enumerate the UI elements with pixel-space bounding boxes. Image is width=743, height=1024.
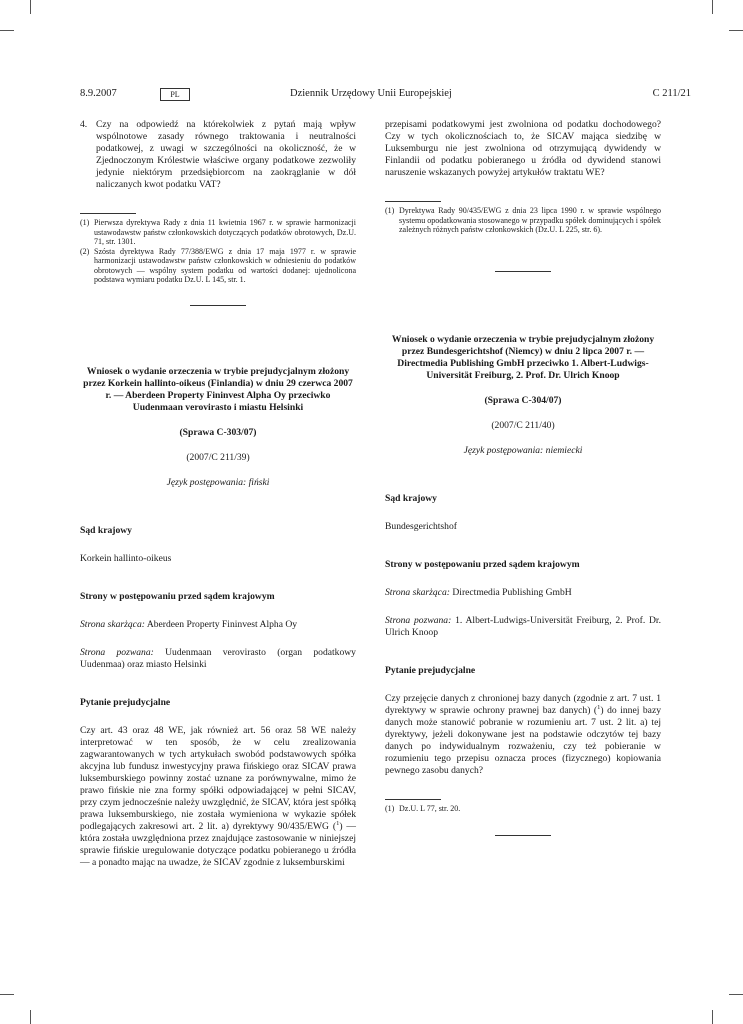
applicant — [385, 587, 661, 599]
footnote-text: Szósta dyrektywa Rady 77/388/EWG z dnia 17 maja 1977 r. w sprawie harmonizacji ustawodawstw państw członkowskich w odniesieniu do podatków obrotowych — wspólny system podatku od wartości dodanej: ujednolicona podstawa wymiaru podatku Dz.U. L 145, str. 1. — [94, 246, 356, 284]
case-number: (Sprawa C-303/07) — [179, 426, 257, 438]
case-reference: (2007/C 211/39) — [186, 451, 250, 463]
question-text: Czy na odpowiedź na którekolwiek z pytań mają wpływ wspólnotowe zasady równego traktowania i neutralności podatkowej, z uwagi w szczególności na okoliczność, że w Zjednoczonym Królestwie właściwe organy podatkowe zezwoliły jedynie niektórym przedsiębiorcom na zaokrąglanie w dół naliczanych kwot podatku VAT? — [96, 119, 356, 190]
crop-mark — [712, 1010, 713, 1024]
defendant — [80, 647, 356, 671]
question-number: 4. — [80, 119, 88, 130]
footnote-ref: 1 — [597, 703, 601, 711]
crop-mark — [30, 0, 31, 14]
footnote — [385, 804, 661, 814]
referring-court: Bundesgerichtshof — [385, 520, 457, 532]
defendant-name: Uudenmaan verovirasto (organ podatkowy Uudenmaa) oraz miasto Helsinki — [80, 646, 356, 670]
defendant — [385, 615, 661, 639]
procedure-language: Język postępowania: niemiecki — [463, 444, 583, 456]
footnote-text: Pierwsza dyrektywa Rady z dnia 11 kwietnia 1967 r. w sprawie harmonizacji ustawodawstw państw członkowskich dotyczących podatków obrotowych, Dz.U. 71, str. 1301. — [94, 218, 356, 246]
section-heading: Pytanie prejudycjalne — [80, 696, 171, 708]
question-continuation: przepisami podatkowymi jest zwolniona od podatku dochodowego? Czy w tych okolicznościach to, że SICAV mająca siedzibę w Luksemburgu nie jest zwolniona od otrzymującą dywidendy w Finlandii od podatku pobieranego u źródła od dywidend stanowi naruszenie wskazanych powyżej artykułów traktatu WE? — [385, 119, 661, 178]
question-4 — [80, 119, 356, 191]
footnote — [385, 206, 661, 235]
section-heading: Sąd krajowy — [385, 492, 437, 504]
footnote-text: Dz.U. L 77, str. 20. — [399, 803, 461, 813]
crop-mark — [30, 1010, 31, 1024]
left-column — [80, 119, 356, 869]
crop-mark — [0, 994, 14, 995]
case-title: Wniosek o wydanie orzeczenia w trybie prejudycjalnym złożony przez Korkein hallinto-oikeus (Finlandia) w dniu 29 czerwca 2007 r. — Aberdeen Property Fininvest Alpha Oy przeciwko Uudenmaan verovirasto i miastu Helsinki — [83, 365, 353, 413]
footnote — [80, 218, 356, 247]
case-title: Wniosek o wydanie orzeczenia w trybie prejudycjalnym złożony przez Bundesgerichtshof (Niemcy) w dniu 2 lipca 2007 r. — Directmedia Publishing GmbH przeciwko 1. Albert-Ludwigs-Universität Freiburg, 2. Prof. Dr. Ulrich Knoop — [391, 333, 655, 381]
section-heading: Pytanie prejudycjalne — [385, 664, 476, 676]
section-heading: Sąd krajowy — [80, 524, 132, 536]
applicant-name: Aberdeen Property Fininvest Alpha Oy — [146, 618, 298, 630]
section-heading: Strony w postępowaniu przed sądem krajowym — [80, 590, 275, 602]
case-reference: (2007/C 211/40) — [491, 419, 555, 431]
section-heading: Strony w postępowaniu przed sądem krajowym — [385, 558, 580, 570]
footnote-ref: 1 — [336, 819, 340, 827]
preliminary-question: Czy art. 43 oraz 48 WE, jak również art. 56 oraz 58 WE należy interpretować w ten sposób, że w celu zrealizowania zagwarantowanych w tych artykułach swobód podstawowych spółka akcyjna lub fundusz inwestycyjny prawa fińskiego oraz SICAV prawa luksemburskiego powinny zostać uznane za porównywalne, mimo że prawo fińskie nie zna formy spółki odpowiadającej w pełni SICAV, przy czym jednocześnie należy uwzględnić, że SICAV, która jest spółką prawa luksemburskiego, nie została wymieniona w wykazie spółek podlegających zakresowi art. 2 lit. a) dyrektywy 90/435/EWG ($^1$) — która została uwzględniona przez znajdujące zastosowanie w niniejszej sprawie fińskie uregulowanie dotyczące podatku pobieranego u źródła — a ponadto mając na uwadze, że SICAV zgodnie z luksemburskimi — [80, 724, 357, 868]
language-badge: PL — [160, 88, 190, 101]
page-header — [80, 88, 691, 104]
case-number: (Sprawa C-304/07) — [484, 394, 562, 406]
applicant-name: Directmedia Publishing GmbH — [452, 586, 572, 598]
preliminary-question: Czy przejęcie danych z chronionej bazy danych (zgodnie z art. 7 ust. 1 dyrektywy w sprawie ochrony prawnej baz danych) ($^1$) do innej bazy danych może stanowić pobranie w rozumieniu art. 7 ust. 2 lit. a) tej dyrektywy, jeżeli dokonywane jest na podstawie odczytów tej bazy danych po indywidualnym rozważeniu, czy też pobieranie w rozumieniu tego przepisu oznacza proces (fizycznego) kopiowania pewnego zasobu danych? — [385, 692, 661, 776]
section-separator — [495, 835, 551, 836]
issue-date: 8.9.2007 — [80, 88, 117, 99]
right-column — [385, 119, 661, 836]
defendant-label: Strona pozwana: — [80, 646, 154, 658]
footnote — [80, 247, 356, 285]
footnote-text: Dyrektywa Rady 90/435/EWG z dnia 23 lipca 1990 r. w sprawie wspólnego systemu opodatkowania stosowanego w przypadku spółek dominujących i spółek zależnych różnych państw członkowskich (Dz.U. L 225, str. 6). — [399, 206, 661, 234]
crop-mark — [712, 0, 713, 14]
referring-court: Korkein hallinto-oikeus — [80, 552, 172, 564]
applicant-label: Strona skarżąca: — [385, 586, 450, 598]
applicant — [80, 619, 356, 631]
footnote-mark: (1) — [385, 803, 395, 813]
crop-mark — [0, 30, 14, 31]
footnote-mark: (2) — [80, 246, 90, 256]
defendant-label: Strona pozwana: — [385, 614, 452, 626]
footnote-mark: (1) — [385, 206, 395, 215]
applicant-label: Strona skarżąca: — [80, 618, 145, 630]
defendant-name: 1. Albert-Ludwigs-Universität Freiburg, 2. Prof. Dr. Ulrich Knoop — [385, 614, 661, 638]
footnote-mark: (1) — [80, 218, 90, 227]
journal-title: Dziennik Urzędowy Unii Europejskiej — [290, 88, 452, 99]
crop-mark — [729, 30, 743, 31]
procedure-language: Język postępowania: fiński — [166, 476, 270, 488]
crop-mark — [729, 994, 743, 995]
page-reference: C 211/21 — [652, 88, 691, 99]
